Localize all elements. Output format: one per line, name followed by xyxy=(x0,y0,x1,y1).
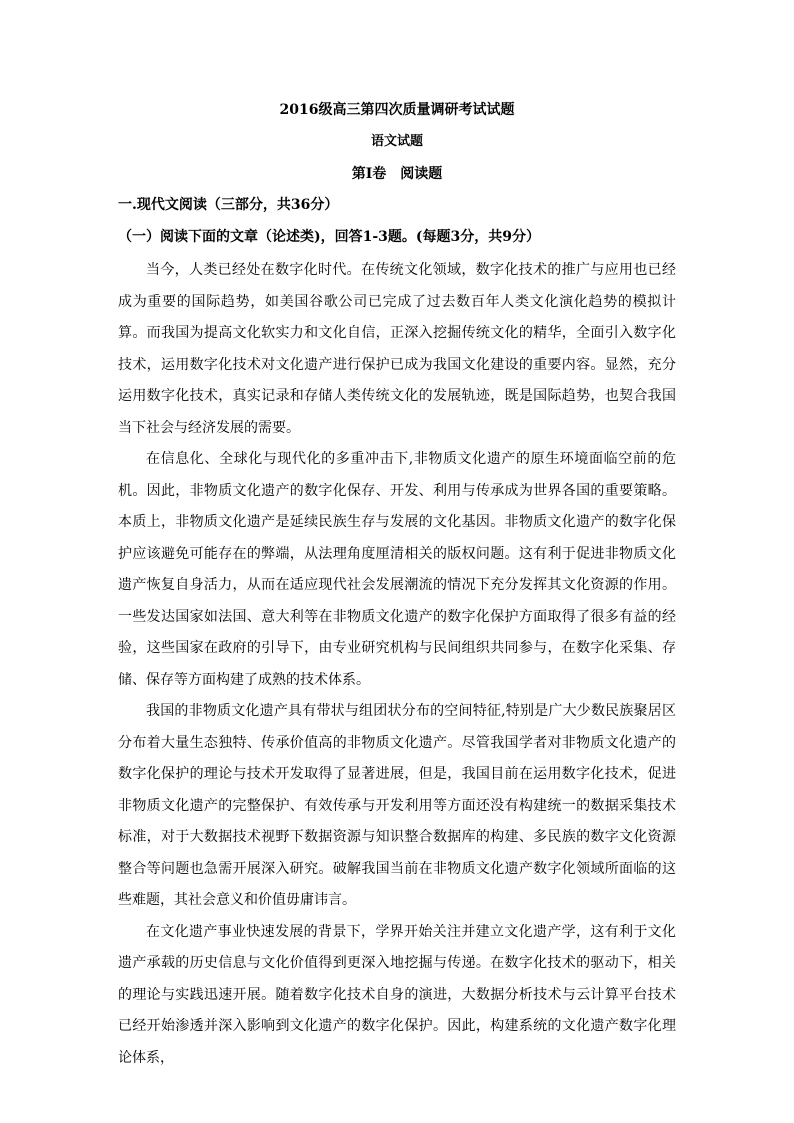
article-body xyxy=(118,255,676,1074)
section-heading: 一.现代文阅读（三部分，共36分） xyxy=(118,197,339,213)
subsection-heading: （一）阅读下面的文章（论述类)，回答1-3题。(每题3分，共9分） xyxy=(118,229,541,245)
exam-title: 2016级高三第四次质量调研考试试题 xyxy=(279,102,515,118)
exam-page xyxy=(118,100,676,1074)
paragraph-3: 我国的非物质文化遗产具有带状与组团状分布的空间特征,特别是广大少数民族聚居区分布着大量生态独特、传承价值高的非物质文化遗产。尽管我国学者对非物质文化遗产的数字化保护的理论与技术开发取得了显著进展，但是，我国目前在运用数字化技术，促进非物质文化遗产的完整保护、有效传承与开发利用等方面还没有构建统一的数据采集技术标准，对于大数据技术视野下数据资源与知识整合数据库的构建、多民族的数字文化资源整合等问题也急需开展深入研究。破解我国当前在非物质文化遗产数字化领域所面临的这些难题，其社会意义和价值毋庸讳言。 xyxy=(118,703,676,908)
paragraph-1: 当今，人类已经处在数字化时代。在传统文化领域，数字化技术的推广与应用也已经成为重要的国际趋势，如美国谷歌公司已完成了过去数百年人类文化演化趋势的模拟计算。而我国为提高文化软实力和文化自信，正深入挖掘传统文化的精华，全面引入数字化技术，运用数字化技术对文化遗产进行保护已成为我国文化建设的重要内容。显然，充分运用数字化技术，真实记录和存储人类传统文化的发展轨迹，既是国际趋势，也契合我国当下社会与经济发展的需要。 xyxy=(118,262,676,436)
volume-title: 第Ⅰ卷 阅读题 xyxy=(351,166,443,182)
subject-title: 语文试题 xyxy=(370,134,423,149)
paragraph-4: 在文化遗产事业快速发展的背景下，学界开始关注并建立文化遗产学，这有利于文化遗产承载的历史信息与文化价值得到更深入地挖掘与传递。在数字化技术的驱动下，相关的理论与实践迅速开展。随着数字化技术自身的演进，大数据分析技术与云计算平台技术已经开始渗透并深入影响到文化遗产的数字化保护。因此，构建系统的文化遗产数字化理论体系， xyxy=(118,923,676,1066)
paragraph-2: 在信息化、全球化与现代化的多重冲击下,非物质文化遗产的原生环境面临空前的危机。因此，非物质文化遗产的数字化保存、开发、利用与传承成为世界各国的重要策略。本质上，非物质文化遗产是延续民族生存与发展的文化基因。非物质文化遗产的数字化保护应该避免可能存在的弊端，从法理角度厘清相关的版权问题。这有利于促进非物质文化遗产恢复自身活力，从而在适应现代社会发展潮流的情况下充分发挥其文化资源的作用。一些发达国家如法国、意大利等在非物质文化遗产的数字化保护方面取得了很多有益的经验，这些国家在政府的引导下，由专业研究机构与民间组织共同参与，在数字化采集、存储、保存等方面构建了成熟的技术体系。 xyxy=(118,451,676,688)
